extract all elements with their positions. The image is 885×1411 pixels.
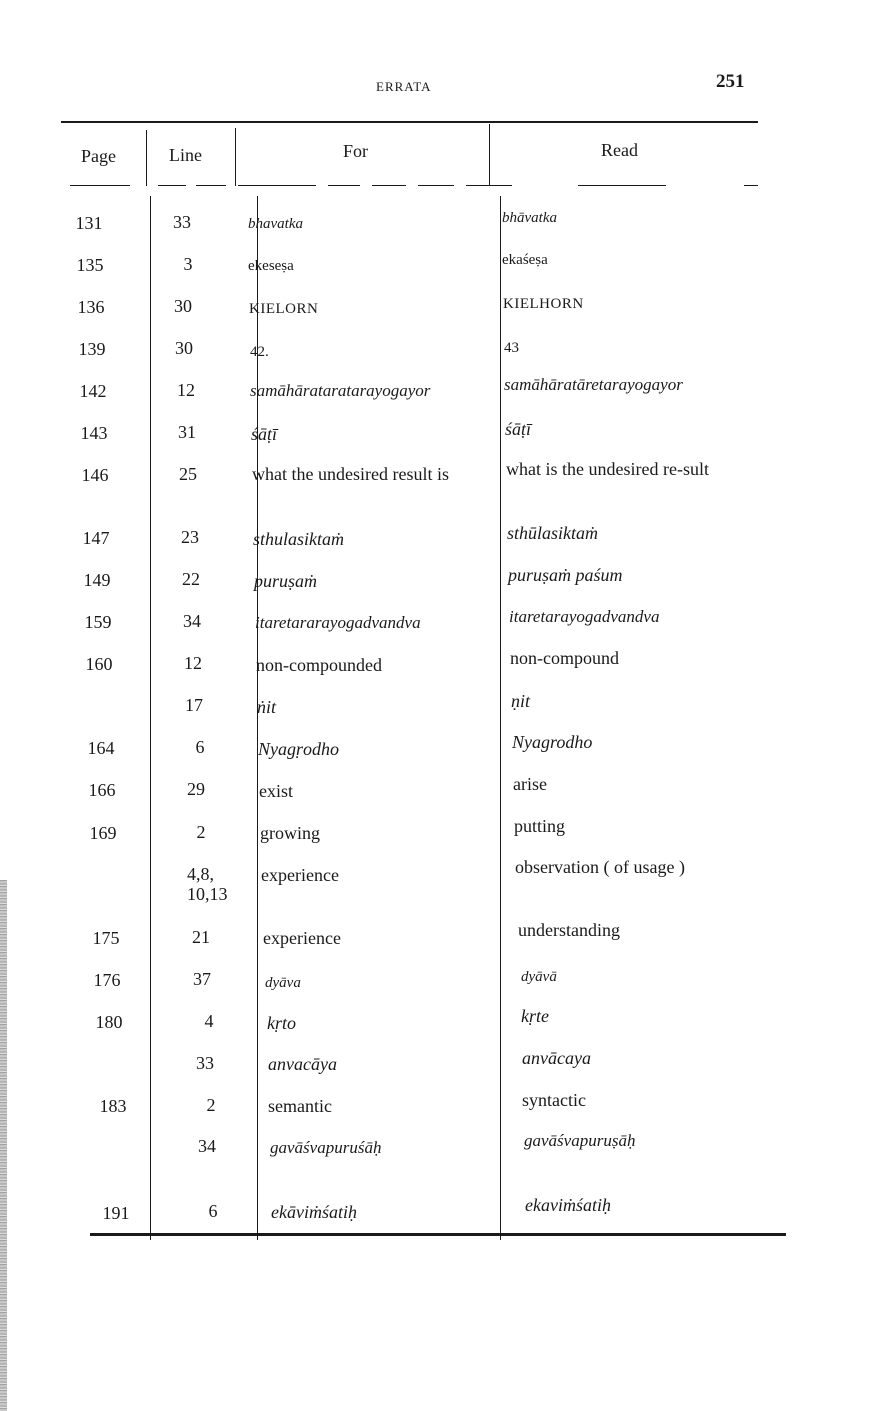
- page-number: 251: [716, 71, 745, 92]
- cell-read: bhāvatka: [502, 210, 557, 226]
- cell-page: 135: [76, 255, 104, 275]
- cell-read: what is the undesired re-sult: [506, 459, 709, 479]
- cell-for: gavāśvapuruśāḥ: [270, 1138, 382, 1157]
- cell-line: 4: [204, 1011, 214, 1031]
- cell-page: 166: [88, 780, 116, 800]
- cell-page: 136: [77, 297, 105, 317]
- cell-line: 6: [195, 737, 205, 757]
- header-page: Page: [81, 146, 116, 166]
- cell-page: 191: [102, 1203, 130, 1223]
- cell-line: 30: [175, 338, 193, 358]
- cell-read: Nyagrodho: [512, 732, 593, 752]
- cell-read: anvācaya: [522, 1048, 591, 1068]
- cell-page: 183: [99, 1096, 127, 1116]
- cell-for: itaretararayogadvandva: [255, 613, 421, 632]
- cell-line: 34: [198, 1136, 216, 1156]
- cell-line: 3: [183, 254, 193, 274]
- header-rule-segment: [70, 185, 130, 186]
- cell-read: samāhāratāretarayogayor: [504, 375, 683, 394]
- cell-page: 146: [81, 465, 109, 485]
- header-rule-segment: [238, 185, 316, 186]
- cell-line: 33: [173, 212, 191, 232]
- cell-for: ekeseṣa: [248, 258, 294, 274]
- cell-line: 21: [192, 927, 210, 947]
- cell-for: non-compounded: [256, 655, 382, 675]
- cell-page: 149: [83, 570, 111, 590]
- cell-for: 42.: [250, 344, 269, 360]
- header-rule-segment: [372, 185, 406, 186]
- table-bottom-rule: [90, 1233, 786, 1236]
- cell-read: putting: [514, 816, 566, 836]
- header-line: Line: [169, 145, 202, 165]
- cell-line: 12: [184, 653, 202, 673]
- cell-line: 17: [185, 695, 203, 715]
- cell-read: ekaśeṣa: [502, 252, 548, 268]
- header-read: Read: [601, 140, 638, 160]
- column-divider: [146, 130, 147, 186]
- cell-line: 22: [182, 569, 200, 589]
- cell-for: śāṭī: [251, 424, 278, 444]
- cell-for: what the undesired result is: [252, 464, 449, 484]
- cell-page: 139: [78, 339, 106, 359]
- header-rule-segment: [744, 185, 758, 186]
- cell-line: 2: [206, 1095, 216, 1115]
- cell-line: 4,8, 10,13: [187, 864, 228, 904]
- cell-line: 31: [178, 422, 196, 442]
- header-rule-segment: [418, 185, 454, 186]
- cell-for: experience: [263, 928, 341, 948]
- table-top-rule: [61, 121, 758, 123]
- cell-read: syntactic: [522, 1090, 586, 1110]
- cell-line: 30: [174, 296, 192, 316]
- cell-for: KIELORN: [249, 301, 319, 317]
- cell-for: Nyagṛodho: [258, 739, 339, 759]
- cell-page: 169: [89, 823, 117, 843]
- cell-read: observation ( of usage ): [515, 857, 685, 877]
- cell-page: 131: [75, 213, 103, 233]
- cell-read: ekaviṁśatiḥ: [525, 1195, 611, 1215]
- cell-read: sthūlasiktaṁ: [507, 523, 599, 543]
- scan-edge-artifact: [0, 880, 7, 1411]
- cell-page: 180: [95, 1012, 123, 1032]
- cell-page: 175: [92, 928, 120, 948]
- cell-page: 164: [87, 738, 115, 758]
- cell-line: 6: [208, 1201, 218, 1221]
- running-head: ERRATA: [376, 79, 432, 94]
- header-rule-segment: [158, 185, 186, 186]
- cell-read: 43: [504, 340, 519, 356]
- cell-line: 29: [187, 779, 205, 799]
- cell-for: dyāva: [265, 975, 301, 991]
- cell-read: śāṭī: [505, 419, 532, 439]
- cell-read: KIELHORN: [503, 296, 584, 312]
- cell-for: sthulasiktaṁ: [253, 529, 345, 549]
- cell-for: experience: [261, 865, 339, 885]
- cell-read: itaretarayogadvandva: [509, 607, 660, 626]
- cell-line: 12: [177, 380, 195, 400]
- cell-page: 143: [80, 423, 108, 443]
- column-divider: [500, 196, 501, 1240]
- cell-read: non-compound: [510, 648, 619, 668]
- cell-read: understanding: [518, 920, 620, 940]
- header-rule-segment: [196, 185, 226, 186]
- cell-read: gavāśvapuruṣāḥ: [524, 1131, 636, 1150]
- cell-page: 159: [84, 612, 112, 632]
- cell-read: dyāvā: [521, 969, 557, 985]
- cell-read: kṛte: [521, 1006, 549, 1026]
- header-rule-segment: [328, 185, 360, 186]
- cell-page: 142: [79, 381, 107, 401]
- header-rule-segment: [578, 185, 666, 186]
- column-divider: [489, 124, 490, 186]
- cell-line: 37: [193, 969, 211, 989]
- cell-for: exist: [259, 781, 293, 801]
- cell-for: semantic: [268, 1096, 332, 1116]
- cell-page: 160: [85, 654, 113, 674]
- cell-read: arise: [513, 774, 547, 794]
- cell-line: 23: [181, 527, 199, 547]
- cell-for: samāhāratarataraуogayor: [250, 381, 431, 400]
- cell-read: ṇit: [511, 691, 531, 711]
- cell-for: growing: [260, 823, 320, 843]
- header-for: For: [343, 141, 369, 161]
- cell-line: 34: [183, 611, 201, 631]
- cell-for: ekāviṁśatiḥ: [271, 1202, 357, 1222]
- cell-line: 25: [179, 464, 197, 484]
- column-divider: [235, 128, 236, 186]
- cell-for: kṛto: [267, 1013, 296, 1033]
- cell-for: anvacāya: [268, 1054, 337, 1074]
- cell-page: 147: [82, 528, 110, 548]
- cell-for: ṅit: [257, 697, 277, 717]
- cell-page: 176: [93, 970, 121, 990]
- cell-read: puruṣaṁ paśum: [508, 565, 623, 585]
- cell-line: 33: [196, 1053, 214, 1073]
- cell-for: bhavatka: [248, 216, 303, 232]
- cell-for: puruṣaṁ: [254, 571, 318, 591]
- cell-line: 2: [196, 822, 206, 842]
